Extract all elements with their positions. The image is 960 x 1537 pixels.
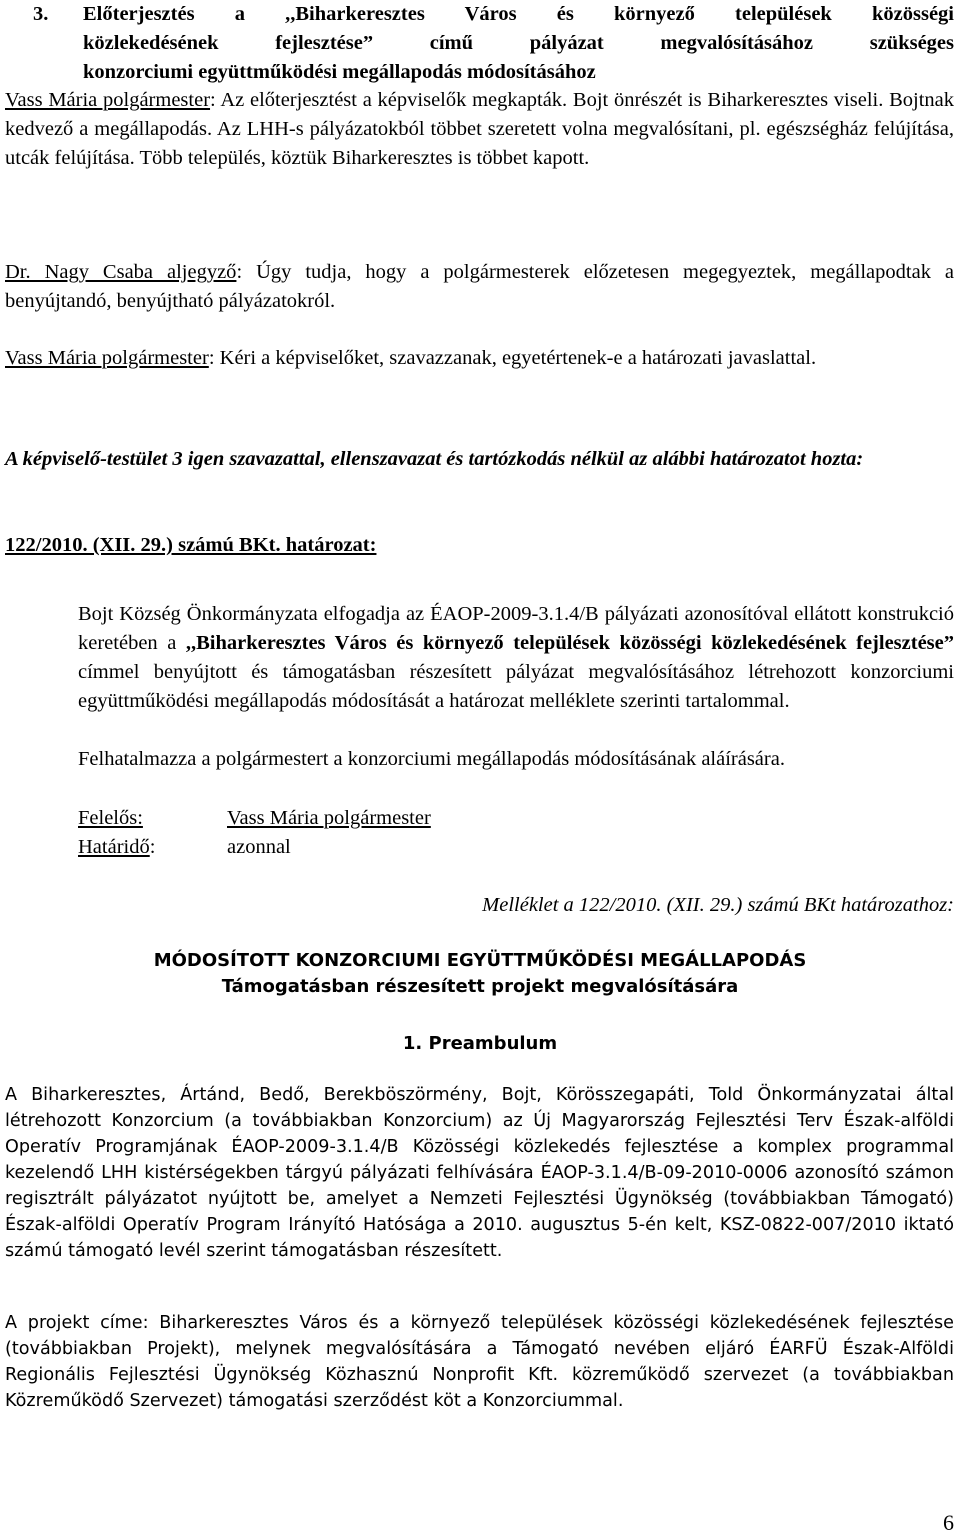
agreement-section-title: 1. Preambulum (402, 1033, 558, 1054)
responsible-value (227, 804, 431, 833)
resolution-body (78, 600, 954, 716)
deadline-value: azonnal (227, 836, 291, 858)
resolution-text-2: címmel benyújtott és támogatásban részesített pályázat megvalósításához létrehozott konzorciumi együttműködési megállapodás módosítását a határozat melléklete szerinti tartalommal. (78, 661, 954, 712)
responsible-label-text: Felelős: (78, 807, 143, 829)
preamble-paragraph-1: A Biharkeresztes, Ártánd, Bedő, Berekböszörmény, Bojt, Körösszegapáti, Told Önkormányzatai által létrehozott Konzorcium (a továbbiakban Konzorcium) az Új Magyarország Fejlesztési Terv Észak-alföldi Operatív Programjának ÉAOP-2009-3.1.4/B Közösségi közlekedés fejlesztése a komplex programmal kezelendő LHH kistérségekben tárgyú pályázati felhívására ÉAOP-3.1.4/B-09-2010-0006 azonosító számon regisztrált pályázatot nyújtott be, amelyet a Nemzeti Fejlesztési Ügynökség (továbbiakban Támogató) Észak-alföldi Operatív Program Irányító Hatósága a 2010. augusztus 5-én kelt, KSZ-0822-007/2010 iktató számú támogató levél szerint támogatásban részesített. (5, 1085, 954, 1261)
speaker-name: Vass Mária polgármester (5, 347, 209, 369)
speaker-name: Vass Mária polgármester (5, 89, 211, 111)
deadline-label-text: Határidő (78, 836, 150, 858)
resolution-title (5, 531, 954, 560)
section-title-line-1: Előterjesztés a ,,Biharkeresztes Város és környező települések közösségi (83, 3, 954, 25)
deadline-label (78, 833, 155, 862)
project-name: ,,Biharkeresztes Város és környező települések közösségi közlekedésének fejlesztése” (185, 632, 954, 654)
paragraph-text: : Az előterjesztést a képviselők megkapták. Bojt önrészét is Biharkeresztes viseli. Bojtnak kedvező a megállapodás. Az LHH-s pályázatokból többet szeretett volna megvalósítani, pl. egészségház felújítása, utcák felújítása. Több település, köztük Biharkeresztes is többet kapott. (5, 89, 954, 169)
section-title-line-2: közlekedésének fejlesztése” című pályázat megvalósításához szükséges (83, 32, 954, 54)
vote-statement: A képviselő-testület 3 igen szavazattal, ellenszavazat és tartózkodás nélkül az alábbi határozatot hozta: (5, 448, 864, 470)
paragraph-text: : Kéri a képviselőket, szavazzanak, egyetértenek-e a határozati javaslattal. (208, 347, 817, 369)
deadline-colon: : (149, 836, 156, 858)
preamble-paragraph-2: A projekt címe: Biharkeresztes Város és a környező települések közösségi közlekedésének fejlesztése (továbbiakban Projekt), melynek megvalósítására a Támogató nevében eljáró ÉARFÜ Észak-Alföldi Regionális Fejlesztési Ügynökség Közhasznú Nonprofit Kft. közreműködő szervezet (a továbbiakban Közreműködő Szervezet) támogatási szerződést köt a Konzorciummal. (5, 1313, 954, 1411)
minutes-paragraph-3 (5, 344, 954, 373)
agreement-heading: MÓDOSÍTOTT KONZORCIUMI EGYÜTTMŰKÖDÉSI MEGÁLLAPODÁS (153, 950, 807, 971)
resolution-text-1: Bojt Község Önkormányzata elfogadja az ÉAOP-2009-3.1.4/B pályázati azonosítóval ellátott konstrukció keretében a (78, 603, 954, 654)
paragraph-text: : Úgy tudja, hogy a polgármesterek előzetesen megegyeztek, megállapodtak a benyújtandó, benyújtható pályázatokról. (5, 261, 954, 312)
minutes-paragraph-1 (5, 86, 954, 173)
minutes-paragraph-2 (5, 258, 954, 316)
resolution-authorization: Felhatalmazza a polgármestert a konzorciumi megállapodás módosításának aláírására. (78, 748, 785, 770)
responsible-label (78, 804, 143, 833)
agreement-subheading: Támogatásban részesített projekt megvalósítására (221, 976, 739, 997)
resolution-title-text: 122/2010. (XII. 29.) számú BKt. határozat: (5, 534, 377, 556)
page-number: 6 (943, 1510, 954, 1535)
speaker-name: Dr. Nagy Csaba aljegyző (5, 261, 237, 283)
section-title-line-3: konzorciumi együttműködési megállapodás módosításához (83, 61, 596, 83)
section-number: 3. (33, 3, 49, 25)
annex-reference: Melléklet a 122/2010. (XII. 29.) számú BKt határozathoz: (482, 894, 954, 916)
responsible-value-text: Vass Mária polgármester (227, 807, 431, 829)
